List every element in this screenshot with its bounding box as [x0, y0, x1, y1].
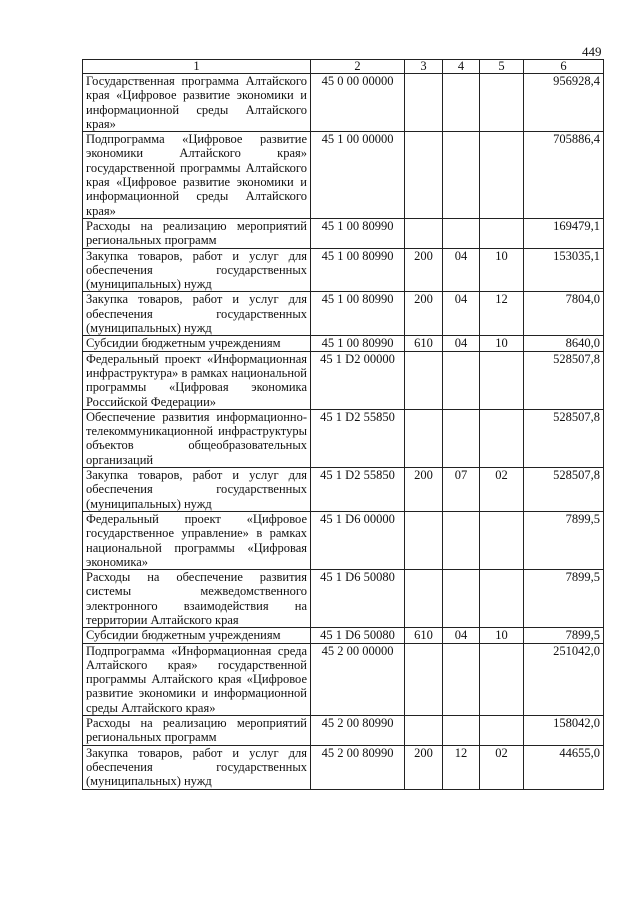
row-name: Закупка товаров, работ и услуг для обеспечения государственных (муниципальных) нужд [83, 745, 311, 789]
row-amount: 705886,4 [524, 132, 604, 219]
row-name: Расходы на реализацию мероприятий региональных программ [83, 716, 311, 746]
row-section [443, 218, 480, 248]
row-subsection: 02 [480, 468, 524, 512]
row-type [405, 716, 443, 746]
row-amount: 528507,8 [524, 468, 604, 512]
row-type [405, 132, 443, 219]
row-name: Расходы на реализацию мероприятий региональных программ [83, 218, 311, 248]
row-amount: 158042,0 [524, 716, 604, 746]
row-section [443, 74, 480, 132]
row-section [443, 716, 480, 746]
row-name: Федеральный проект «Информационная инфраструктура» в рамках национальной программы «Цифровая экономика Российской Федерации» [83, 351, 311, 409]
table-row [83, 74, 604, 132]
row-type: 200 [405, 248, 443, 292]
row-type [405, 643, 443, 715]
row-section [443, 351, 480, 409]
table-row [83, 292, 604, 336]
row-name: Расходы на обеспечение развития системы межведомственного электронного взаимодействия на территории Алтайского края [83, 570, 311, 628]
row-subsection [480, 132, 524, 219]
row-code: 45 2 00 00000 [311, 643, 405, 715]
row-type: 200 [405, 292, 443, 336]
row-subsection [480, 511, 524, 569]
row-code: 45 1 D6 50080 [311, 570, 405, 628]
row-code: 45 1 00 80990 [311, 292, 405, 336]
row-amount: 153035,1 [524, 248, 604, 292]
table-row [83, 409, 604, 467]
row-subsection [480, 716, 524, 746]
header-cell-3: 3 [405, 60, 443, 74]
row-amount: 528507,8 [524, 351, 604, 409]
table-row [83, 745, 604, 789]
row-section [443, 409, 480, 467]
row-code: 45 1 D6 00000 [311, 511, 405, 569]
row-code: 45 2 00 80990 [311, 745, 405, 789]
row-amount: 251042,0 [524, 643, 604, 715]
row-subsection [480, 218, 524, 248]
row-subsection: 10 [480, 628, 524, 643]
row-name: Закупка товаров, работ и услуг для обеспечения государственных (муниципальных) нужд [83, 292, 311, 336]
row-type [405, 218, 443, 248]
table-row [83, 643, 604, 715]
row-section [443, 511, 480, 569]
header-cell-5: 5 [480, 60, 524, 74]
table-row [83, 570, 604, 628]
row-name: Подпрограмма «Цифровое развитие экономики Алтайского края» государственной программы Алтайского края «Цифровое развитие экономики и информационной среды Алтайского края» [83, 132, 311, 219]
row-name: Подпрограмма «Информационная среда Алтайского края» государственной программы Алтайского края «Цифровое развитие экономики и информационной среды Алтайского края» [83, 643, 311, 715]
header-cell-6: 6 [524, 60, 604, 74]
row-code: 45 1 D2 55850 [311, 468, 405, 512]
header-cell-1: 1 [83, 60, 311, 74]
header-cell-4: 4 [443, 60, 480, 74]
budget-table [82, 59, 604, 790]
row-name: Федеральный проект «Цифровое государственное управление» в рамках национальной программы «Цифровая экономика» [83, 511, 311, 569]
row-amount: 7899,5 [524, 570, 604, 628]
row-code: 45 1 D6 50080 [311, 628, 405, 643]
row-section: 04 [443, 628, 480, 643]
row-amount: 528507,8 [524, 409, 604, 467]
row-subsection [480, 643, 524, 715]
row-amount: 956928,4 [524, 74, 604, 132]
row-section [443, 643, 480, 715]
row-code: 45 2 00 80990 [311, 716, 405, 746]
row-type: 610 [405, 628, 443, 643]
row-amount: 7899,5 [524, 511, 604, 569]
row-type [405, 351, 443, 409]
row-code: 45 1 00 80990 [311, 336, 405, 351]
row-type: 200 [405, 468, 443, 512]
table-row [83, 248, 604, 292]
row-section [443, 570, 480, 628]
page-number: 449 [582, 44, 602, 59]
row-amount: 8640,0 [524, 336, 604, 351]
row-subsection: 10 [480, 336, 524, 351]
table-row [83, 716, 604, 746]
row-code: 45 1 00 00000 [311, 132, 405, 219]
row-code: 45 1 00 80990 [311, 218, 405, 248]
row-name: Закупка товаров, работ и услуг для обеспечения государственных (муниципальных) нужд [83, 468, 311, 512]
table-row [83, 218, 604, 248]
row-section: 07 [443, 468, 480, 512]
row-type: 200 [405, 745, 443, 789]
table-row [83, 351, 604, 409]
row-type [405, 409, 443, 467]
row-amount: 169479,1 [524, 218, 604, 248]
row-section: 04 [443, 248, 480, 292]
row-amount: 44655,0 [524, 745, 604, 789]
row-code: 45 1 D2 00000 [311, 351, 405, 409]
row-subsection [480, 570, 524, 628]
budget-table-body [83, 60, 604, 790]
row-type: 610 [405, 336, 443, 351]
row-subsection: 10 [480, 248, 524, 292]
row-subsection [480, 351, 524, 409]
row-subsection [480, 74, 524, 132]
row-amount: 7899,5 [524, 628, 604, 643]
table-header-row [83, 60, 604, 74]
row-section [443, 132, 480, 219]
row-name: Обеспечение развития информационно-телекоммуникационной инфраструктуры объектов общеобразовательных организаций [83, 409, 311, 467]
row-type [405, 570, 443, 628]
table-row [83, 132, 604, 219]
table-row [83, 511, 604, 569]
row-code: 45 0 00 00000 [311, 74, 405, 132]
row-amount: 7804,0 [524, 292, 604, 336]
header-cell-2: 2 [311, 60, 405, 74]
row-type [405, 511, 443, 569]
row-code: 45 1 D2 55850 [311, 409, 405, 467]
row-name: Субсидии бюджетным учреждениям [83, 336, 311, 351]
table-row [83, 628, 604, 643]
row-section: 12 [443, 745, 480, 789]
row-section: 04 [443, 336, 480, 351]
row-subsection: 12 [480, 292, 524, 336]
row-type [405, 74, 443, 132]
table-row [83, 468, 604, 512]
row-name: Закупка товаров, работ и услуг для обеспечения государственных (муниципальных) нужд [83, 248, 311, 292]
row-name: Субсидии бюджетным учреждениям [83, 628, 311, 643]
row-subsection: 02 [480, 745, 524, 789]
row-name: Государственная программа Алтайского края «Цифровое развитие экономики и информационной среды Алтайского края» [83, 74, 311, 132]
row-section: 04 [443, 292, 480, 336]
row-subsection [480, 409, 524, 467]
row-code: 45 1 00 80990 [311, 248, 405, 292]
table-row [83, 336, 604, 351]
